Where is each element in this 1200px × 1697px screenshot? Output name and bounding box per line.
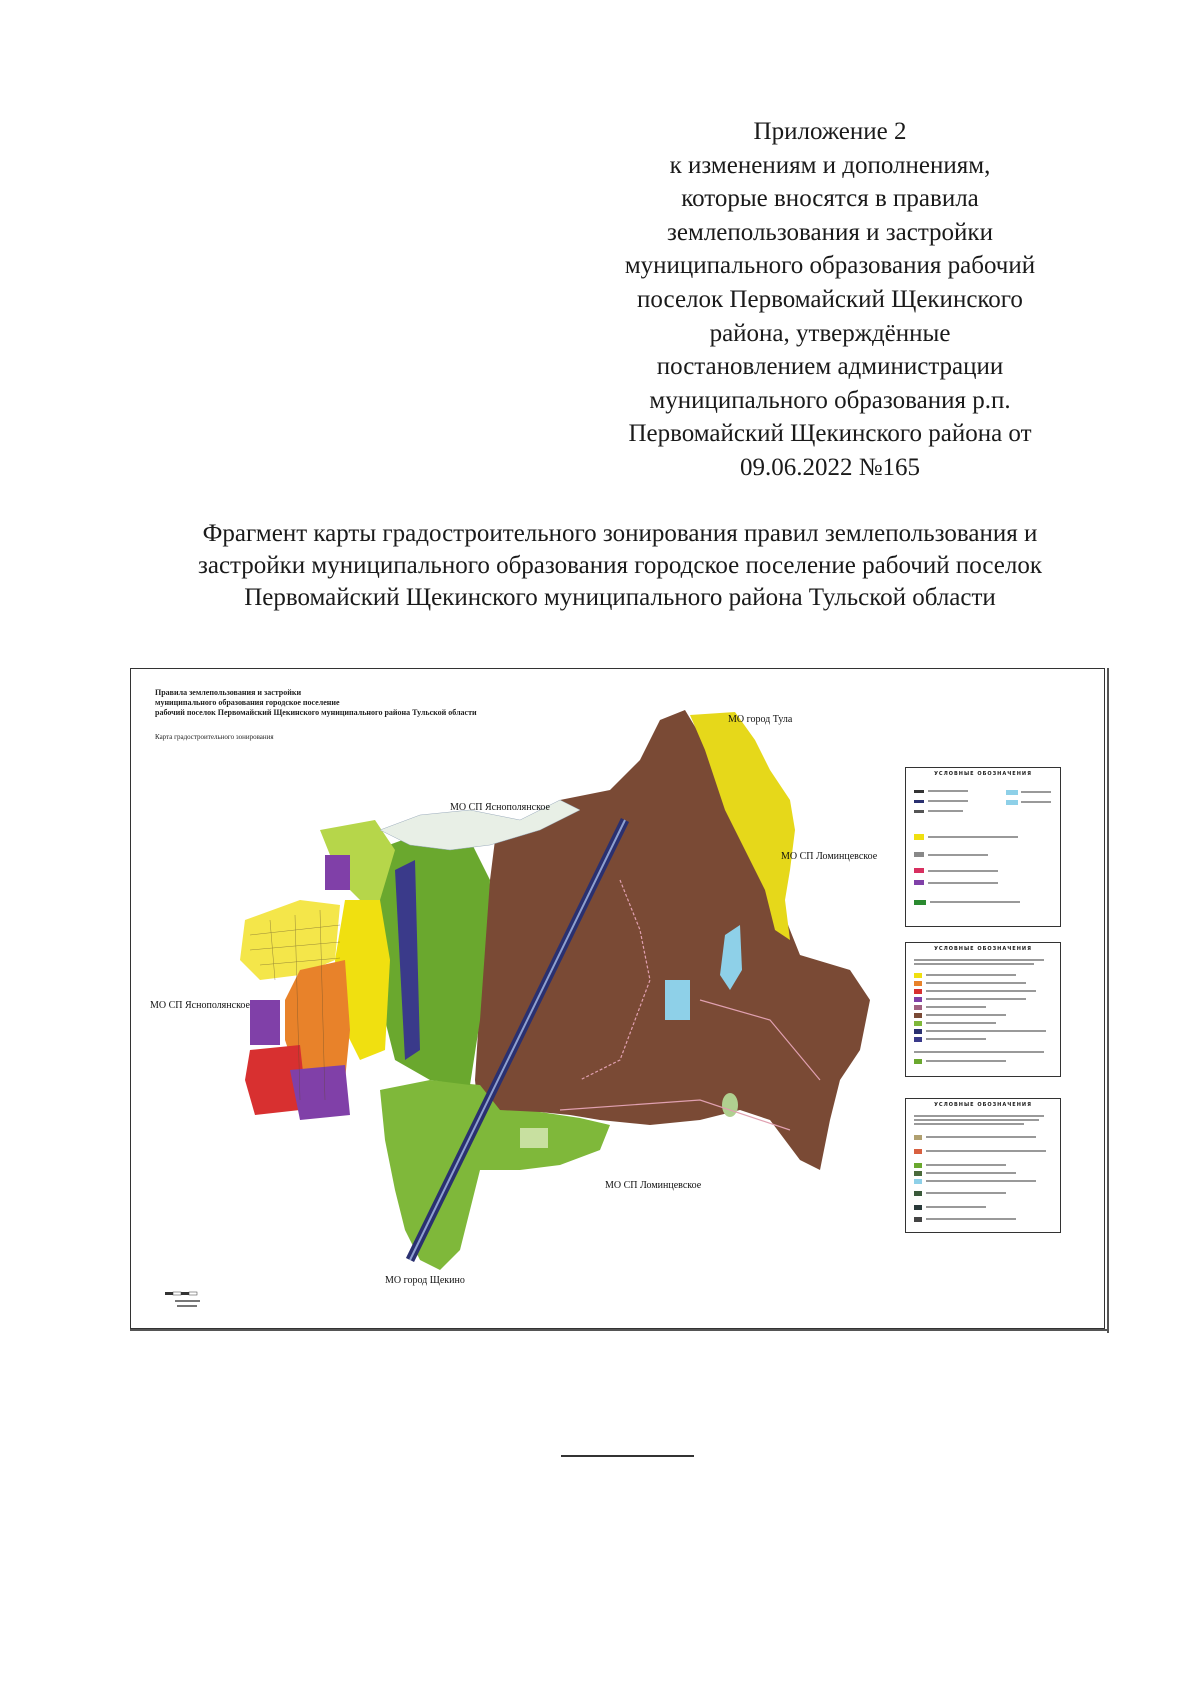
map-label-tula: МО город Тула xyxy=(728,714,793,725)
map-label-shchekino: МО город Щекино xyxy=(385,1275,465,1286)
zone-industrial xyxy=(475,710,870,1170)
legend-swatches xyxy=(906,1111,1060,1229)
appendix-line: Приложение 2 xyxy=(753,118,907,145)
zone-special xyxy=(290,1065,350,1120)
map-header-line: Правила землепользования и застройки xyxy=(155,688,302,697)
appendix-line: постановлением администрации xyxy=(656,353,1004,381)
fragment-title-line: Первомайский Щекинского муниципального района Тульской области xyxy=(244,584,996,611)
zone-green-light xyxy=(722,1093,738,1117)
legend-box xyxy=(905,1098,1061,1233)
zone-green-light xyxy=(520,1128,548,1148)
fragment-title-line: застройки муниципального образования городское поселение рабочий поселок xyxy=(197,552,1043,579)
zone-special xyxy=(325,855,350,890)
map-header-line: рабочий поселок Первомайский Щекинского муниципального района Тульской области xyxy=(155,708,477,717)
legend-swatches xyxy=(906,782,1060,922)
appendix-line: муниципального образования р.п. xyxy=(649,386,1011,414)
water-body xyxy=(665,980,690,1020)
appendix-line: Первомайский Щекинского района от xyxy=(628,420,1032,448)
map-header-line: муниципального образования городское поселение xyxy=(155,698,340,707)
map-subtitle: Карта градостроительного зонирования xyxy=(155,733,274,741)
fragment-title-line: Фрагмент карты градостроительного зонирования правил землепользования и xyxy=(202,520,1038,547)
legend-box xyxy=(905,767,1061,927)
map-label-yasnopolyanskoe: МО СП Яснополянское xyxy=(150,1000,250,1011)
appendix-line: поселок Первомайский Щекинского xyxy=(637,285,1023,313)
map-label-lomintsevskoe: МО СП Ломинцевское xyxy=(605,1180,702,1191)
appendix-line: муниципального образования рабочий xyxy=(624,252,1036,280)
legend-title: УСЛОВНЫЕ ОБОЗНАЧЕНИЯ xyxy=(934,1102,1032,1108)
appendix-line: к изменениям и дополнениям, xyxy=(669,151,991,179)
appendix-line: которые вносятся в правила xyxy=(681,185,979,213)
legend-swatches xyxy=(906,955,1060,1073)
scale-bar xyxy=(165,1290,225,1310)
zone-special xyxy=(250,1000,280,1045)
legend-title: УСЛОВНЫЕ ОБОЗНАЧЕНИЯ xyxy=(934,771,1032,777)
map-label-lomintsevskoe: МО СП Ломинцевское xyxy=(781,851,878,862)
appendix-line: 09.06.2022 №165 xyxy=(739,453,921,481)
legend-title: УСЛОВНЫЕ ОБОЗНАЧЕНИЯ xyxy=(934,946,1032,952)
legend-box xyxy=(905,942,1061,1077)
appendix-line: землепользования и застройки xyxy=(667,218,993,246)
appendix-line: района, утверждённые xyxy=(709,319,951,347)
footer-divider xyxy=(561,1455,694,1457)
map-label-yasnopolyanskoe: МО СП Яснополянское xyxy=(450,802,550,813)
